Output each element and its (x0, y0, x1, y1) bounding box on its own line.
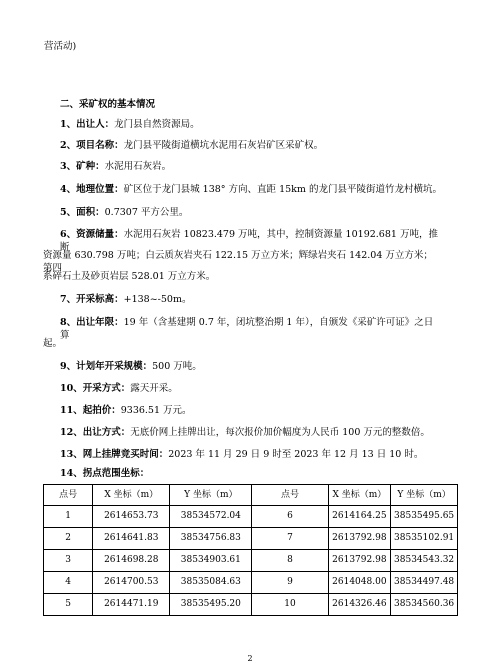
table-cell: 2613792.98 (328, 528, 391, 550)
table-cell: 38535102.91 (391, 528, 458, 550)
column-header: X 坐标（m） (328, 485, 391, 506)
table-cell: 2 (44, 528, 93, 550)
table-cell: 2614326.46 (328, 594, 391, 616)
column-header: 点号 (44, 485, 93, 506)
item-text: 矿区位于龙门县城 138° 方向、直距 15km 的龙门县平陵街道竹龙村横坑。 (123, 184, 442, 195)
table-cell: 2614471.19 (93, 594, 170, 616)
column-header: X 坐标（m） (93, 485, 170, 506)
item-location (60, 183, 442, 196)
item-resource-reserves-cont1: 资源量 630.798 万吨；白云质灰岩夹石 122.15 万立方米；辉绿岩夹石 142.04 万立方米；第四 (43, 250, 433, 274)
table-cell: 4 (44, 572, 93, 594)
item-label: 13、网上挂牌竞买时间： (60, 449, 169, 460)
item-coordinates-heading (60, 467, 442, 480)
item-area (60, 206, 442, 219)
item-text: 龙门县自然资源局。 (114, 119, 200, 130)
item-label: 7、开采标高： (60, 294, 124, 305)
item-starting-price (60, 404, 442, 417)
table-cell: 2614048.00 (328, 572, 391, 594)
item-label: 2、项目名称： (60, 140, 124, 151)
table-row (44, 594, 458, 616)
item-label: 11、起拍价： (60, 405, 121, 416)
item-label: 8、出让年限： (60, 317, 124, 328)
table-cell: 8 (252, 550, 328, 572)
table-cell: 38534497.48 (391, 572, 458, 594)
item-text: 500 万吨。 (152, 361, 202, 372)
table-cell: 10 (252, 594, 328, 616)
table-cell: 38534572.04 (170, 506, 252, 528)
table-cell: 38534560.36 (391, 594, 458, 616)
item-grantor (60, 118, 442, 131)
table-cell: 5 (44, 594, 93, 616)
item-bidding-time (60, 448, 442, 461)
item-text: 无底价网上挂牌出让，每次报价加价幅度为人民币 100 万元的整数倍。 (130, 427, 430, 438)
item-text: +138~-50m。 (123, 294, 192, 305)
table-cell: 38535495.20 (170, 594, 252, 616)
item-grant-term-cont: 起。 (43, 338, 63, 349)
table-header-row (44, 485, 458, 506)
item-grant-method (60, 426, 442, 439)
column-header: Y 坐标（m） (391, 485, 458, 506)
column-header: Y 坐标（m） (170, 485, 252, 506)
item-text: 水泥用石灰岩。 (104, 161, 172, 172)
page-number: 2 (247, 654, 253, 663)
table-cell: 2614653.73 (93, 506, 170, 528)
item-label: 14、拐点范围坐标： (60, 468, 150, 479)
table-row (44, 550, 458, 572)
table-cell: 2614164.25 (328, 506, 391, 528)
table-cell: 38534903.61 (170, 550, 252, 572)
table-cell: 38534543.32 (391, 550, 458, 572)
item-annual-scale (60, 360, 442, 373)
item-text: 9336.51 万元。 (120, 405, 192, 416)
item-label: 6、资源储量： (60, 229, 124, 240)
table-cell: 2614641.83 (93, 528, 170, 550)
column-header: 点号 (252, 485, 328, 506)
table-cell: 2614700.53 (93, 572, 170, 594)
continuation-text: 营活动) (44, 41, 77, 52)
table-cell: 38534756.83 (170, 528, 252, 550)
item-text: 2023 年 11 月 29 日 9 时至 2023 年 12 月 13 日 10 时。 (168, 449, 424, 460)
table-cell: 3 (44, 550, 93, 572)
item-text: 19 年（含基建期 0.7 年，闭坑整治期 1 年），自颁发《采矿许可证》之日算 (60, 317, 434, 341)
section-title: 二、采矿权的基本情况 (60, 99, 156, 110)
table-cell: 1 (44, 506, 93, 528)
item-project-name (60, 139, 442, 152)
item-label: 4、地理位置： (60, 184, 124, 195)
table-row (44, 528, 458, 550)
table-cell: 38535495.65 (391, 506, 458, 528)
item-text: 露天开采。 (130, 383, 178, 394)
item-mining-method (60, 382, 442, 395)
item-text: 水泥用石灰岩 10823.479 万吨，其中，控制资源量 10192.681 万吨，推断 (60, 229, 438, 253)
item-label: 1、出让人： (60, 119, 115, 130)
item-label: 12、出让方式： (60, 427, 131, 438)
item-resource-reserves-cont2: 系碎石土及砂页岩层 528.01 万立方米。 (43, 271, 216, 282)
table-row (44, 572, 458, 594)
table-cell: 6 (252, 506, 328, 528)
table-cell: 2614698.28 (93, 550, 170, 572)
item-label: 5、面积： (60, 207, 105, 218)
table-cell: 38535084.63 (170, 572, 252, 594)
item-mineral-type (60, 160, 442, 173)
table-row (44, 506, 458, 528)
table-cell: 9 (252, 572, 328, 594)
item-label: 9、计划年开采规模： (60, 361, 153, 372)
item-mining-elevation (60, 293, 442, 306)
item-text: 龙门县平陵街道横坑水泥用石灰岩矿区采矿权。 (123, 140, 324, 151)
item-text: 0.7307 平方公里。 (104, 207, 189, 218)
item-label: 10、开采方式： (60, 383, 131, 394)
table-cell: 7 (252, 528, 328, 550)
table-cell: 2613792.98 (328, 550, 391, 572)
item-label: 3、矿种： (60, 161, 105, 172)
coordinates-table (43, 484, 458, 616)
